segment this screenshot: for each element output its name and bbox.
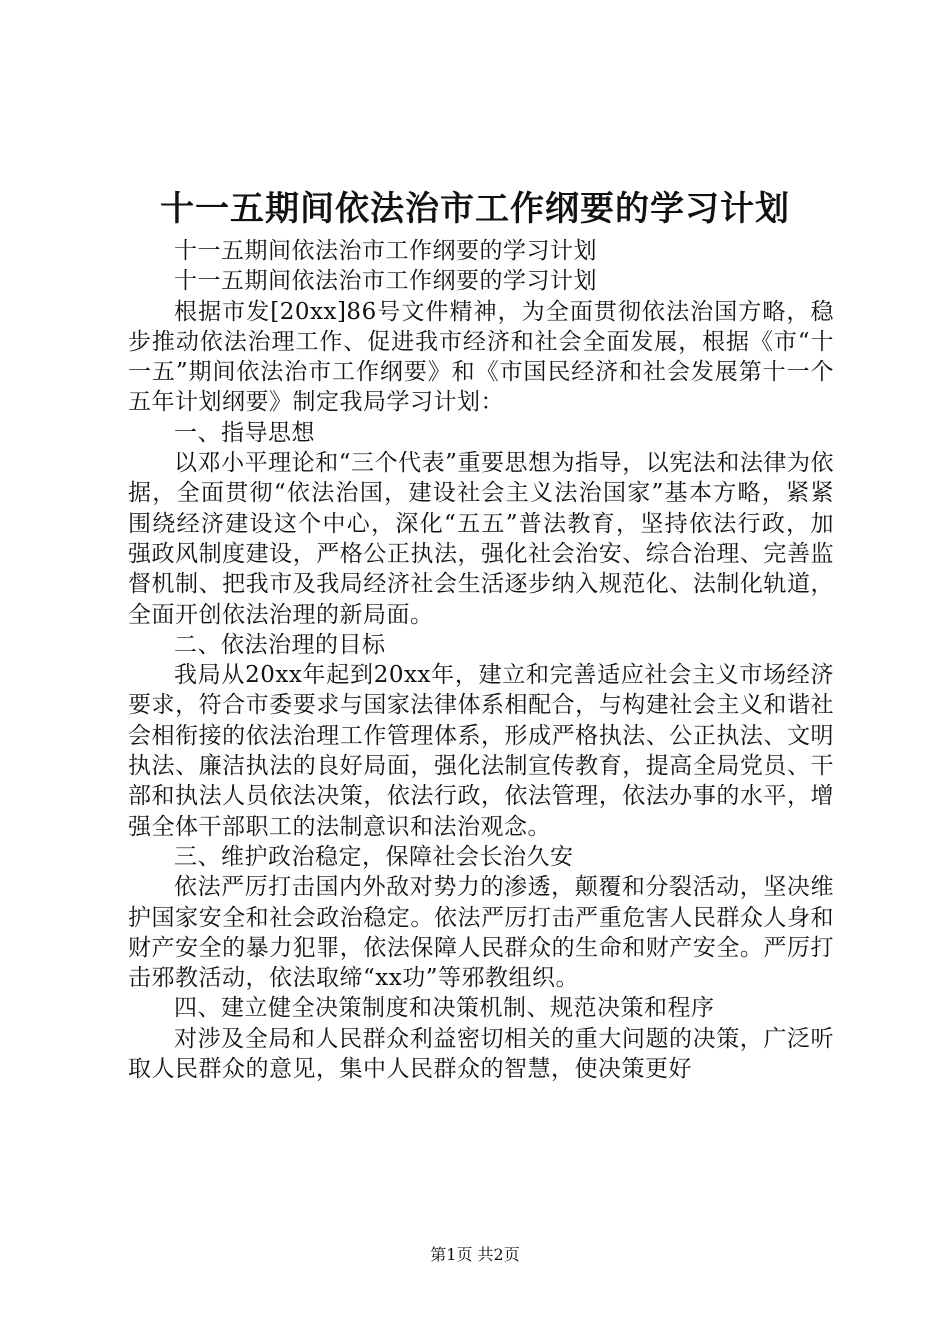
paragraph-section-2: 我局从20xx年起到20xx年，建立和完善适应社会主义市场经济要求，符合市委要求与国家法律体系相配合，与构建社会主义和谐社会相衔接的依法治理工作管理体系，形成严格执法、公正执法、文明执法、廉洁执法的良好局面，强化法制宣传教育，提高全局党员、干部和执法人员依法决策，依法行政，依法管理，依法办事的水平，增强全体干部职工的法制意识和法治观念。 <box>128 662 834 840</box>
paragraph-subtitle-2: 十一五期间依法治市工作纲要的学习计划 <box>174 268 597 295</box>
paragraph-section-1: 以邓小平理论和“三个代表”重要思想为指导，以宪法和法律为依据，全面贯彻“依法治国，建设社会主义法治国家”基本方略，紧紧围绕经济建设这个中心，深化“五五”普法教育，坚持依法行政，加强政风制度建设，严格公正执法，强化社会治安、综合治理、完善监督机制、把我市及我局经济社会生活逐步纳入规范化、法制化轨道，全面开创依法治理的新局面。 <box>128 450 834 628</box>
document-title: 十一五期间依法治市工作纲要的学习计划 <box>160 189 790 229</box>
section-heading-2: 二、依法治理的目标 <box>174 631 386 658</box>
page-footer: 第1页 共2页 <box>430 1245 520 1264</box>
section-heading-3: 三、维护政治稳定，保障社会长治久安 <box>174 843 574 870</box>
paragraph-section-4: 对涉及全局和人民群众利益密切相关的重大问题的决策，广泛听取人民群众的意见，集中人民群众的智慧，使决策更好 <box>128 1025 834 1083</box>
section-heading-4: 四、建立健全决策制度和决策机制、规范决策和程序 <box>174 995 715 1022</box>
paragraph-subtitle-1: 十一五期间依法治市工作纲要的学习计划 <box>174 238 597 264</box>
paragraph-section-3: 依法严厉打击国内外敌对势力的渗透，颠覆和分裂活动，坚决维护国家安全和社会政治稳定。依法严厉打击严重危害人民群众人身和财产安全的暴力犯罪，依法保障人民群众的生命和财产安全。严厉打击邪教活动，依法取缔“xx功”等邪教组织。 <box>128 874 834 992</box>
section-heading-1: 一、指导思想 <box>174 419 315 446</box>
document-body <box>128 236 834 1084</box>
paragraph-intro: 根据市发[20xx]86号文件精神，为全面贯彻依法治国方略，稳步推动依法治理工作、促进我市经济和社会全面发展，根据《市“十一五”期间依法治市工作纲要》和《市国民经济和社会发展第十一个五年计划纲要》制定我局学习计划： <box>128 298 834 416</box>
